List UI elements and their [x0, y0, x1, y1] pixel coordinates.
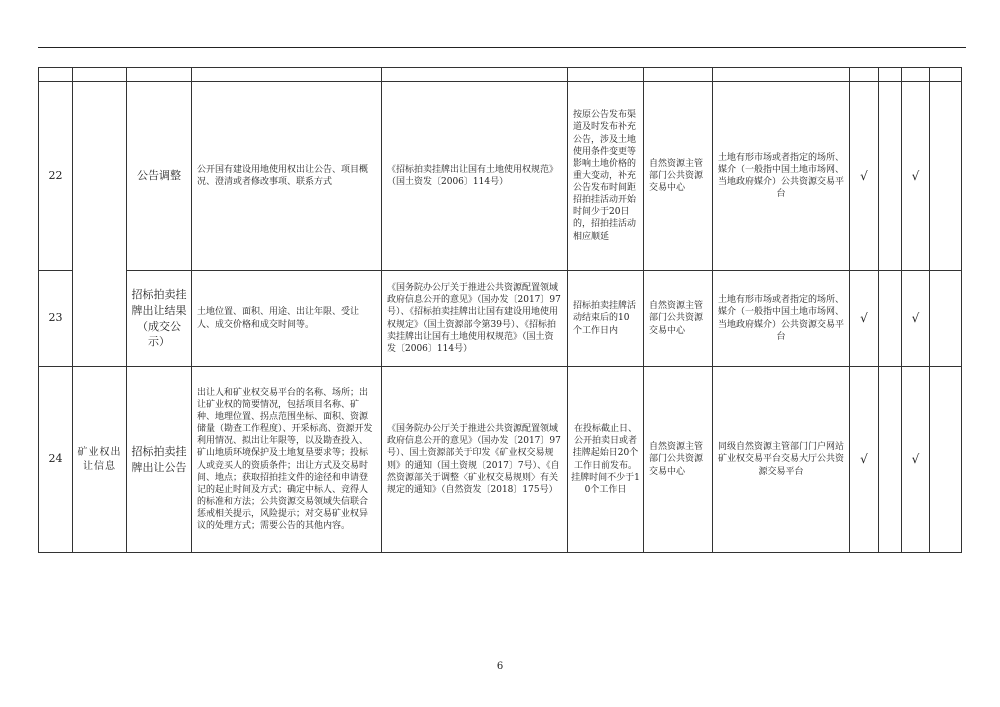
- check-mark: √: [902, 367, 930, 553]
- empty-cell: [930, 367, 962, 553]
- content-cell: 公开国有建设用地使用权出让公告、项目概况、澄清或者修改事项、联系方式: [192, 82, 382, 271]
- basis-cell: 《招标拍卖挂牌出让国有土地使用权规范》（国土资发〔2006〕114号）: [382, 82, 568, 271]
- row-number: 22: [39, 82, 73, 271]
- empty-cell: [902, 68, 930, 82]
- empty-cell: [879, 82, 902, 271]
- check-mark: √: [850, 367, 879, 553]
- empty-cell: [127, 68, 192, 82]
- empty-cell: [73, 68, 127, 82]
- table-row: [39, 82, 962, 271]
- empty-cell: [930, 82, 962, 271]
- time-cell: 在投标截止日、公开拍卖日或者挂牌起始日20个工作日前发布。挂牌时间不少于10个工作日: [568, 367, 644, 553]
- row-number: 23: [39, 271, 73, 367]
- empty-cell: [930, 271, 962, 367]
- content-cell: 土地位置、面积、用途、出让年限、受让人、成交价格和成交时间等。: [192, 271, 382, 367]
- check-mark: √: [902, 82, 930, 271]
- basis-cell: 《国务院办公厅关于推进公共资源配置领域政府信息公开的意见》（国办发〔2017〕97号）、《招标拍卖挂牌出让国有建设用地使用权规定》（国土资源部令第39号）、《招标拍卖挂牌出让国有土地使用权规范》（国土资发〔2006〕114号）: [382, 271, 568, 367]
- item-cell: 招标拍卖挂牌出让结果（成交公示）: [127, 271, 192, 367]
- empty-cell: [192, 68, 382, 82]
- table-row-header-stub: [39, 68, 962, 82]
- category-cell: 矿业权出让信息: [73, 367, 127, 553]
- item-cell: 公告调整: [127, 82, 192, 271]
- category-cell: [73, 82, 127, 367]
- content-cell: 出让人和矿业权交易平台的名称、场所；出让矿业权的简要情况，包括项目名称、矿种、地理位置、拐点范围坐标、面积、资源储量（勘查工作程度）、开采标高、资源开发利用情况、拟出让年限等，以及勘查投入、矿山地质环境保护及土地复垦要求等；投标人或竞买人的资质条件；出让方式及交易时间、地点；获取招拍挂文件的途径和申请登记的起止时间及方式；确定中标人、竞得人的标准和方法；公共资源交易领域失信联合惩戒相关提示，风险提示；对交易矿业权异议的处理方式；需要公告的其他内容。: [192, 367, 382, 553]
- empty-cell: [568, 68, 644, 82]
- check-mark: √: [902, 271, 930, 367]
- time-cell: 按原公告发布渠道及时发布补充公告，涉及土地使用条件变更等影响土地价格的重大变动，补充公告发布时间距招拍挂活动开始时间少于20日的，招拍挂活动相应顺延: [568, 82, 644, 271]
- empty-cell: [713, 68, 850, 82]
- empty-cell: [879, 367, 902, 553]
- empty-cell: [879, 68, 902, 82]
- check-mark: √: [850, 271, 879, 367]
- channel-cell: 土地有形市场或者指定的场所、媒介（一般指中国土地市场网、当地政府媒介）公共资源交易平台: [713, 271, 850, 367]
- empty-cell: [850, 68, 879, 82]
- check-mark: √: [850, 82, 879, 271]
- empty-cell: [39, 68, 73, 82]
- subject-cell: 自然资源主管部门公共资源交易中心: [644, 367, 713, 553]
- header-rule: [38, 47, 966, 48]
- subject-cell: 自然资源主管部门公共资源交易中心: [644, 82, 713, 271]
- channel-cell: 土地有形市场或者指定的场所、媒介（一般指中国土地市场网、当地政府媒介）公共资源交易平台: [713, 82, 850, 271]
- empty-cell: [930, 68, 962, 82]
- empty-cell: [879, 271, 902, 367]
- item-cell: 招标拍卖挂牌出让公告: [127, 367, 192, 553]
- disclosure-table: [38, 67, 962, 553]
- empty-cell: [644, 68, 713, 82]
- row-number: 24: [39, 367, 73, 553]
- time-cell: 招标拍卖挂牌活动结束后的10个工作日内: [568, 271, 644, 367]
- table-row: [39, 271, 962, 367]
- empty-cell: [382, 68, 568, 82]
- table-row: [39, 367, 962, 553]
- basis-cell: 《国务院办公厅关于推进公共资源配置领域政府信息公开的意见》（国办发〔2017〕97号）、国土资源部关于印发《矿业权交易规则》的通知（国土资规〔2017〕7号）、《自然资源部关于调整〈矿业权交易规则〉有关规定的通知》（自然资发〔2018〕175号）: [382, 367, 568, 553]
- channel-cell: 同级自然资源主管部门门户网站矿业权交易平台交易大厅公共资源交易平台: [713, 367, 850, 553]
- page-number: 6: [496, 661, 504, 672]
- subject-cell: 自然资源主管部门公共资源交易中心: [644, 271, 713, 367]
